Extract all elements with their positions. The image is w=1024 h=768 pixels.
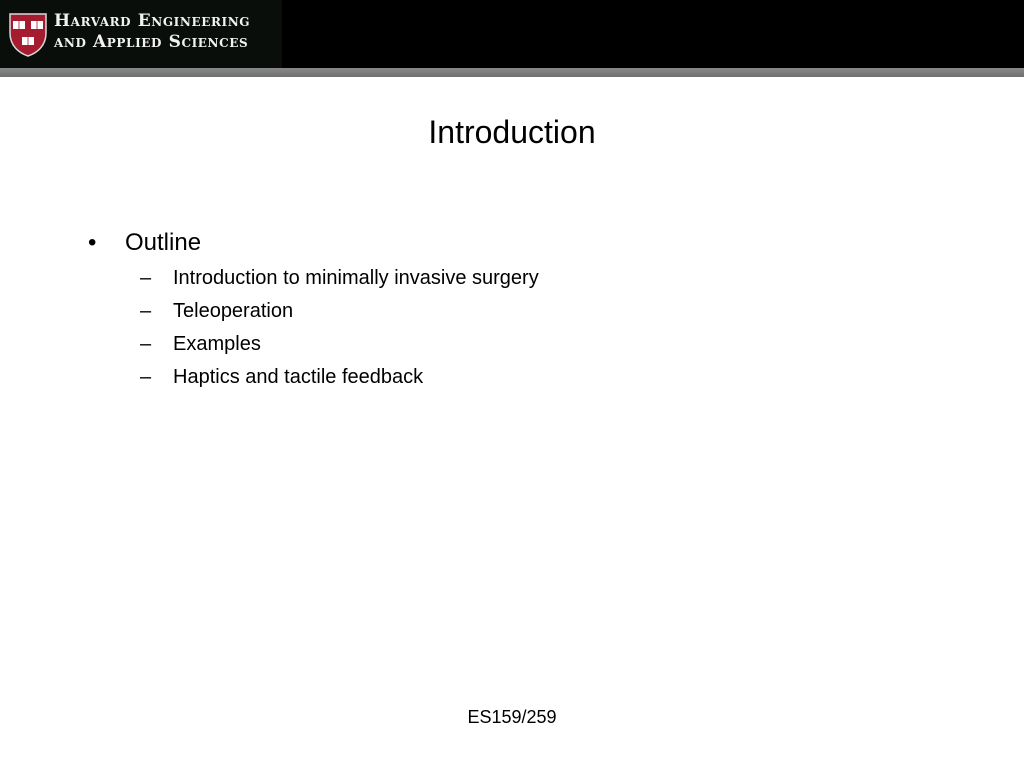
- sub-bullet-item: [88, 328, 539, 361]
- slide-title: Introduction: [428, 114, 596, 150]
- sub-bullet-text: Introduction to minimally invasive surgery: [173, 267, 539, 289]
- bullet-item: [88, 228, 539, 258]
- school-name-line1: Harvard Engineering: [54, 11, 251, 31]
- school-name-line2: and Applied Sciences: [54, 32, 249, 52]
- harvard-shield-icon: [9, 13, 47, 57]
- header-divider: [0, 68, 1024, 77]
- sub-bullet-text: Teleoperation: [173, 300, 294, 322]
- sub-bullet-mark: –: [140, 333, 152, 355]
- school-name: [54, 11, 250, 53]
- sub-bullet-text: Examples: [173, 333, 261, 355]
- bullet-text: Outline: [125, 229, 202, 256]
- bullet-list: [88, 228, 539, 394]
- sub-bullet-mark: –: [140, 267, 152, 289]
- sub-bullet-item: [88, 361, 539, 394]
- sub-bullet-item: [88, 295, 539, 328]
- sub-bullet-mark: –: [140, 300, 152, 322]
- sub-bullet-mark: –: [140, 366, 152, 388]
- school-logo: [0, 0, 282, 68]
- footer-course-code: ES159/259: [467, 707, 557, 727]
- sub-bullet-text: Haptics and tactile feedback: [173, 366, 424, 388]
- sub-bullet-item: [88, 262, 539, 295]
- bullet-mark: •: [88, 229, 97, 256]
